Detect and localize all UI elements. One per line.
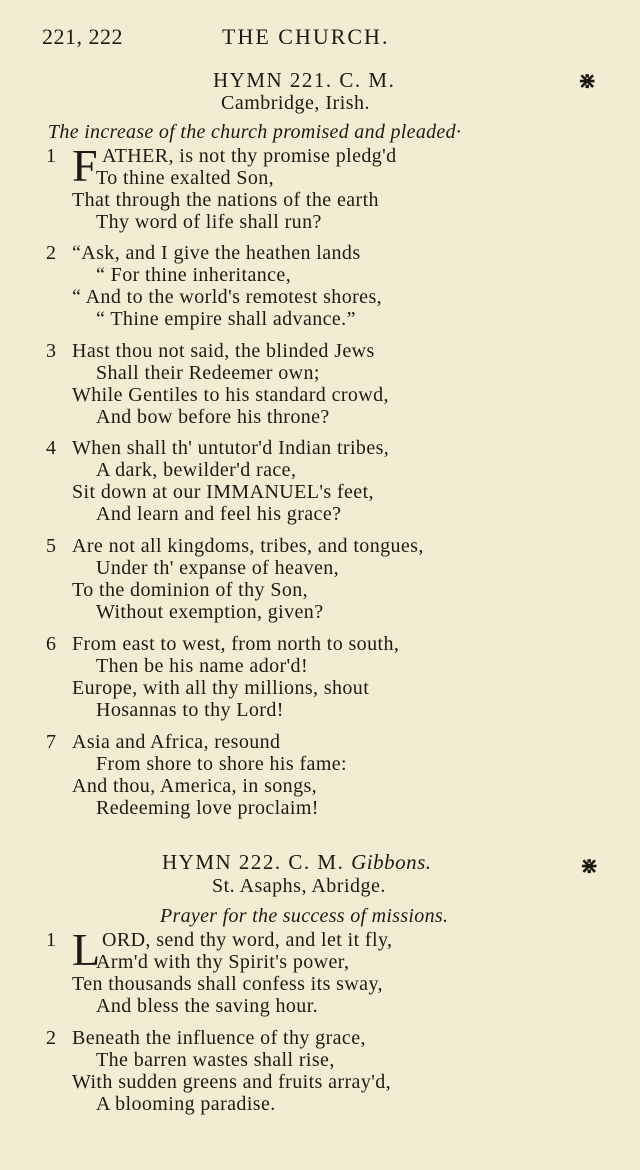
verse-line: And thou, America, in songs, [72, 775, 318, 797]
hymn-221-subject: The increase of the church promised and pleaded· [48, 121, 462, 143]
verse-number: 3 [46, 340, 57, 362]
page-numbers: 221, 222 [42, 24, 123, 49]
verse-number: 2 [46, 1027, 57, 1049]
verse-line: ORD, send thy word, and let it fly, [102, 929, 393, 951]
hymn-221-verse-2 [46, 242, 626, 330]
hymn-222-verse-2 [46, 1027, 626, 1115]
hymn-222-tunes: St. Asaphs, Abridge. [212, 875, 386, 897]
hymn-221-verse-3 [46, 340, 626, 428]
verse-line: “Ask, and I give the heathen lands [72, 242, 361, 264]
hymn-222-title [162, 850, 432, 875]
verse-line: And bless the saving hour. [96, 995, 319, 1017]
verse-line: Shall their Redeemer own; [96, 362, 320, 384]
verse-number: 5 [46, 535, 57, 557]
page-header [42, 24, 600, 54]
verse-line: “ And to the world's remotest shores, [72, 286, 383, 308]
hymn-221-verse-4 [46, 437, 626, 525]
verse-line: Redeeming love proclaim! [96, 797, 319, 819]
hymn-222-author: Gibbons. [351, 850, 432, 874]
verse-line: And bow before his throne? [96, 406, 330, 428]
verse-line: ATHER, is not thy promise pledg'd [102, 145, 397, 167]
verse-line: Asia and Africa, resound [72, 731, 281, 753]
running-head: THE CHURCH. [222, 24, 390, 49]
verse-line: While Gentiles to his standard crowd, [72, 384, 389, 406]
hymn-221-tunes: Cambridge, Irish. [221, 92, 371, 114]
hymn-222-verse-1 [46, 924, 626, 1017]
drop-cap: F [72, 140, 98, 191]
verse-number: 6 [46, 633, 57, 655]
drop-cap: L [72, 924, 101, 975]
ornament-mark-icon: ⋇ [578, 68, 597, 93]
hymn-221-verse-7 [46, 731, 626, 819]
verse-line: “ Thine empire shall advance.” [96, 308, 356, 330]
hymn-221-verse-5 [46, 535, 626, 623]
verse-line: Sit down at our IMMANUEL's feet, [72, 481, 374, 503]
verse-line: Europe, with all thy millions, shout [72, 677, 370, 699]
verse-number: 1 [46, 929, 57, 951]
verse-line: Ten thousands shall confess its sway, [72, 973, 383, 995]
verse-line: Then be his name ador'd! [96, 655, 309, 677]
verse-number: 1 [46, 145, 57, 167]
verse-line: That through the nations of the earth [72, 189, 379, 211]
verse-line: From east to west, from north to south, [72, 633, 400, 655]
verse-line: Arm'd with thy Spirit's power, [96, 951, 350, 973]
verse-number: 2 [46, 242, 57, 264]
verse-line: “ For thine inheritance, [96, 264, 292, 286]
hymn-221-verse-1 [46, 140, 626, 233]
verse-line: Under th' expanse of heaven, [96, 557, 340, 579]
verse-line: A blooming paradise. [96, 1093, 276, 1115]
verse-line: To thine exalted Son, [96, 167, 275, 189]
hymn-222-number: HYMN 222. C. M. [162, 850, 345, 874]
verse-line: Without exemption, given? [96, 601, 324, 623]
verse-line: A dark, bewilder'd race, [96, 459, 297, 481]
verse-line: From shore to shore his fame: [96, 753, 348, 775]
verse-line: And learn and feel his grace? [96, 503, 342, 525]
verse-line: To the dominion of thy Son, [72, 579, 309, 601]
verse-line: Hosannas to thy Lord! [96, 699, 284, 721]
verse-number: 4 [46, 437, 57, 459]
verse-number: 7 [46, 731, 57, 753]
verse-line: Are not all kingdoms, tribes, and tongues, [72, 535, 424, 557]
verse-line: When shall th' untutor'd Indian tribes, [72, 437, 390, 459]
verse-line: The barren wastes shall rise, [96, 1049, 335, 1071]
verse-line: Thy word of life shall run? [96, 211, 322, 233]
verse-line: With sudden greens and fruits array'd, [72, 1071, 392, 1093]
verse-line: Hast thou not said, the blinded Jews [72, 340, 375, 362]
verse-line: Beneath the influence of thy grace, [72, 1027, 366, 1049]
hymn-222-subject: Prayer for the success of missions. [160, 905, 449, 927]
hymn-221-verse-6 [46, 633, 626, 721]
ornament-mark-icon: ⋇ [580, 853, 599, 878]
hymn-221-title: HYMN 221. C. M. [213, 68, 396, 92]
